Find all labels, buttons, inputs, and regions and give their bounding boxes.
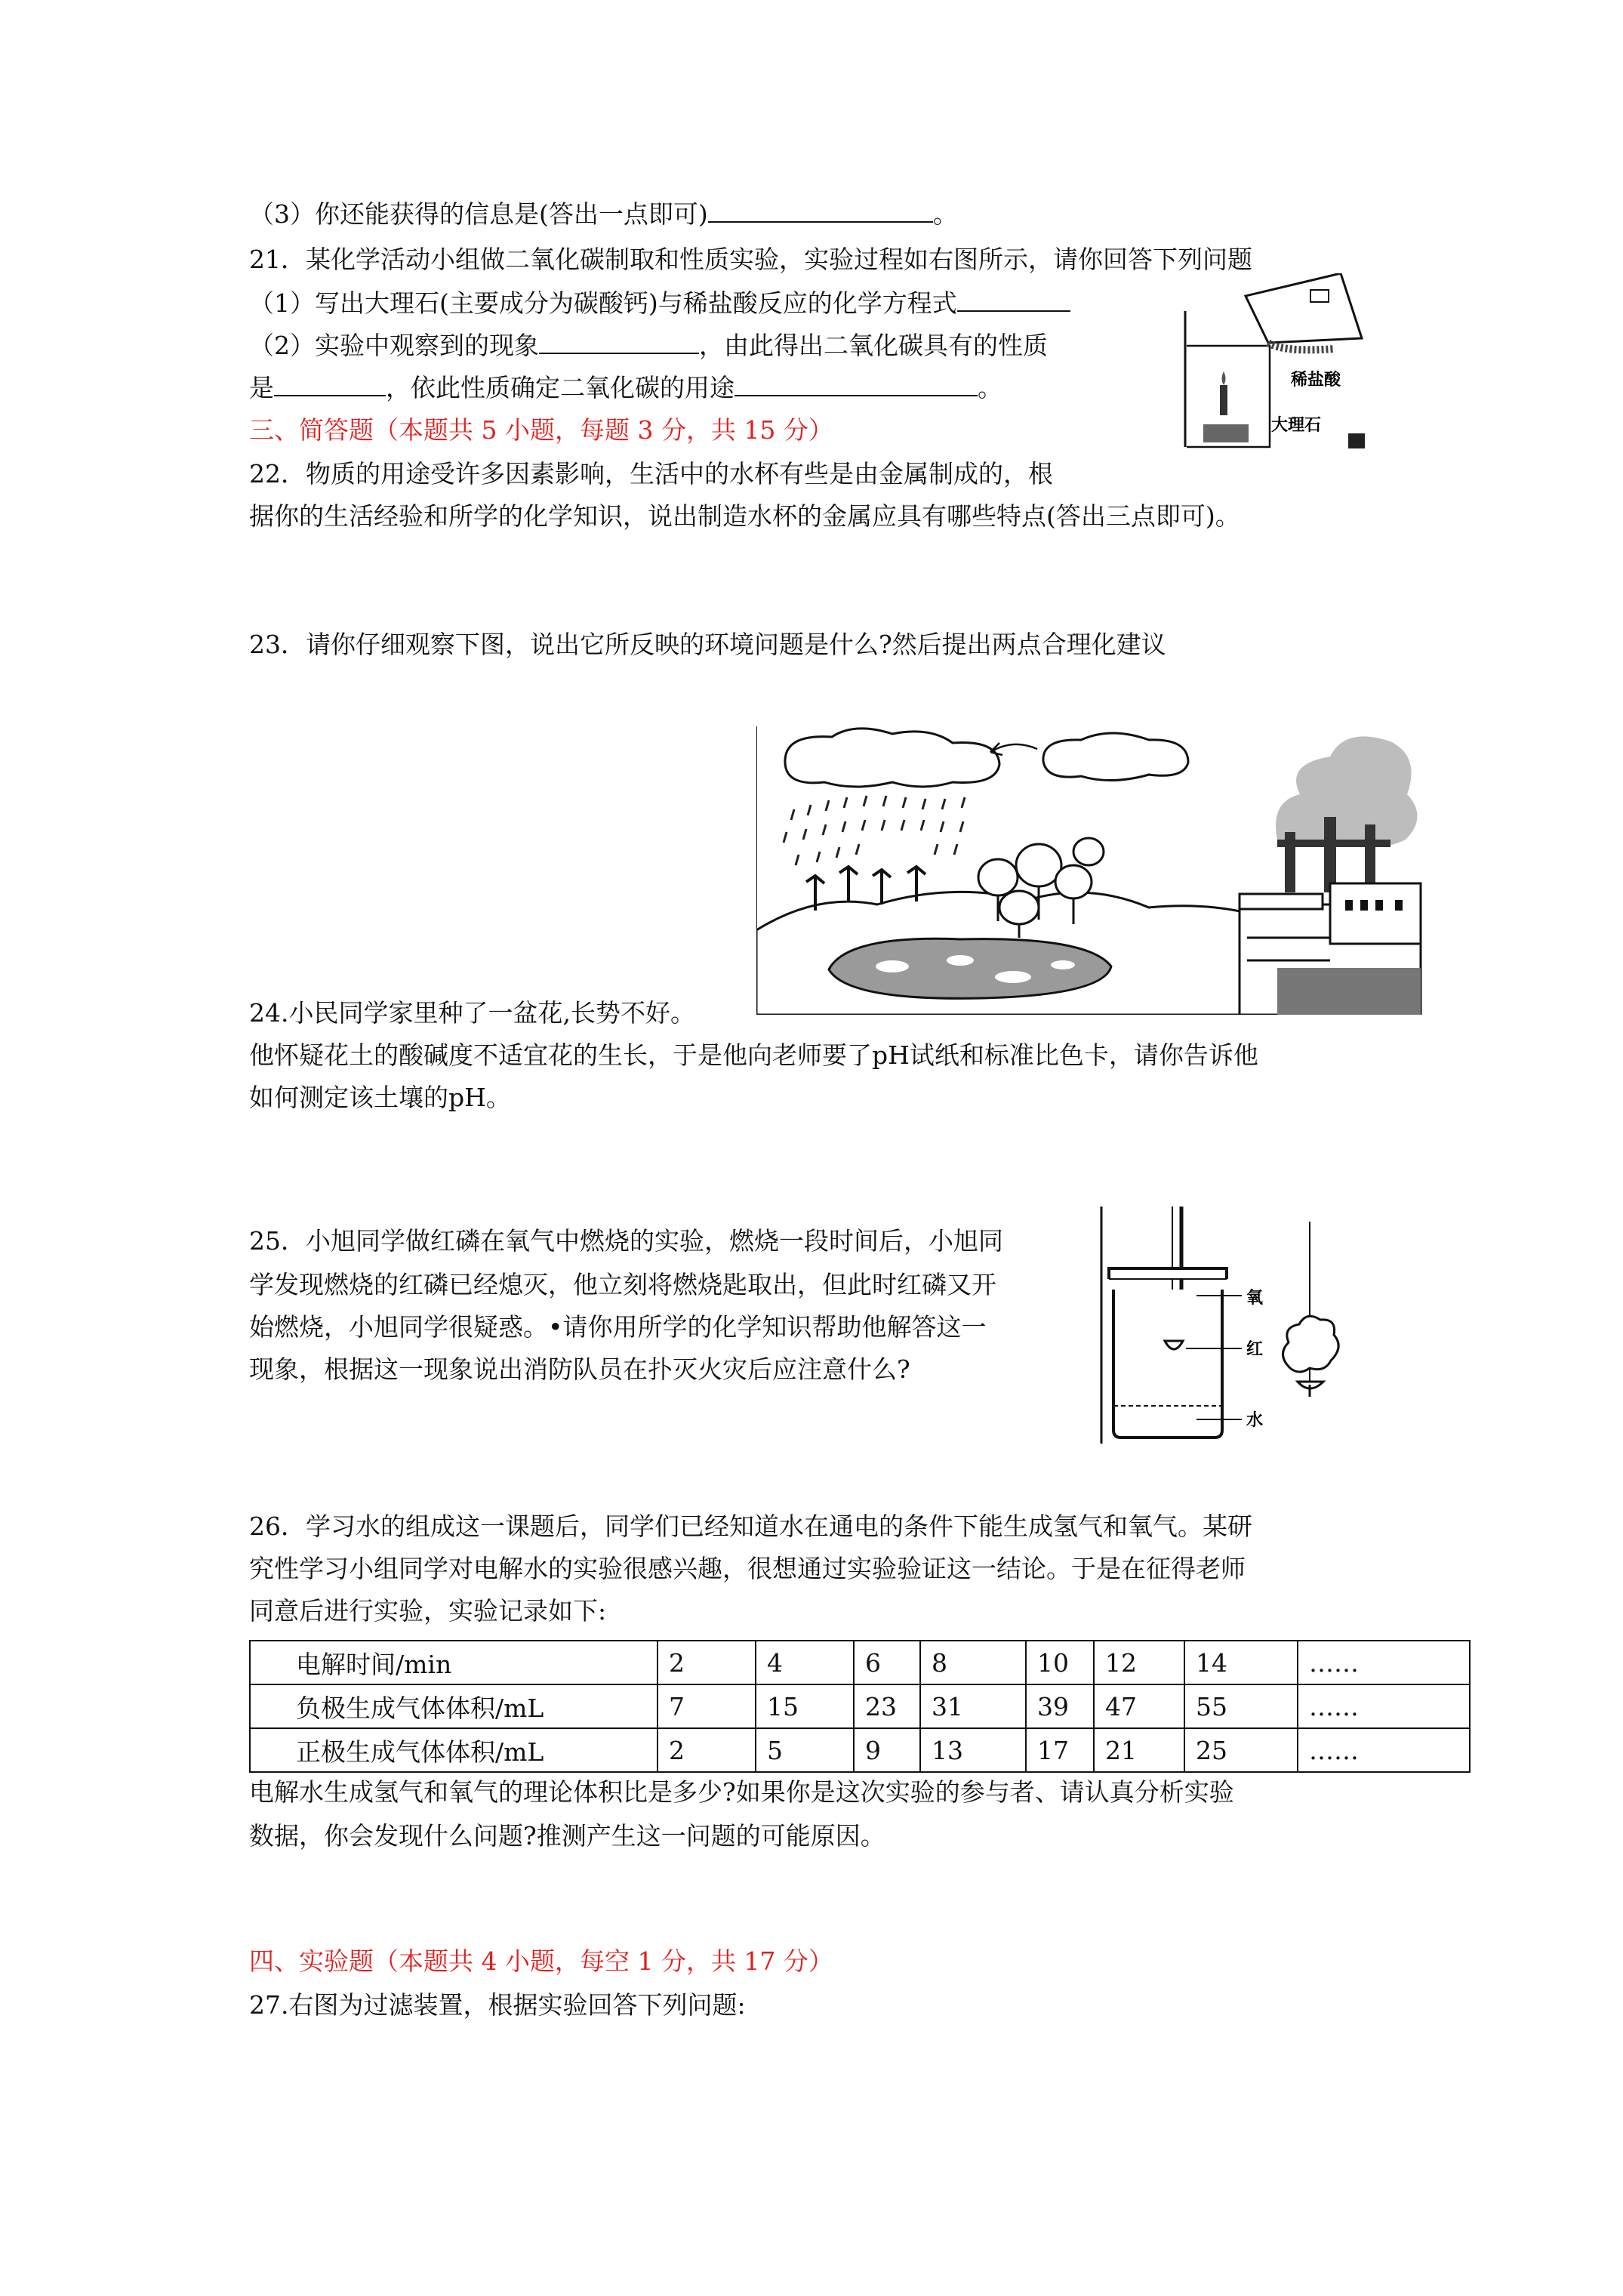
co2-experiment-figure [1178, 273, 1381, 453]
q21-intro: 21．某化学活动小组做二氧化碳制取和性质实验，实验过程如右图所示，请你回答下列问题 [249, 245, 1252, 274]
q21-part1-text: （1）写出大理石(主要成分为碳酸钙)与稀盐酸反应的化学方程式 [249, 288, 957, 318]
table-cell: 31 [920, 1684, 1026, 1728]
table-cell: 25 [1184, 1728, 1298, 1772]
q25-line4: 现象，根据这一现象说出消防队员在扑灭火灾后应注意什么? [249, 1354, 910, 1384]
label-marble: 大理石 [1271, 416, 1322, 435]
answer-blank[interactable] [708, 199, 933, 223]
q25-line1: 25．小旭同学做红磷在氧气中燃烧的实验，燃烧一段时间后，小旭同 [249, 1226, 1003, 1256]
table-cell: 7 [658, 1684, 756, 1728]
table-row-label: 电解时间/min [250, 1641, 658, 1684]
q21-part2-text-b: ，由此得出二氧化碳具有的性质 [699, 331, 1048, 360]
table-row [250, 1684, 1470, 1728]
table-cell: 55 [1184, 1684, 1298, 1728]
q20-part3-text: （3）你还能获得的信息是(答出一点即可) [249, 199, 708, 229]
table-cell: 6 [854, 1641, 920, 1684]
label-water: 水 [1246, 1411, 1264, 1430]
table-cell: 8 [920, 1641, 1026, 1684]
answer-blank[interactable] [957, 288, 1070, 312]
table-cell: 2 [658, 1641, 756, 1684]
table-cell: 9 [854, 1728, 920, 1772]
q22-line2: 据你的生活经验和所学的化学知识，说出制造水杯的金属应具有哪些特点(答出三点即可)。 [249, 501, 1240, 531]
answer-blank[interactable] [539, 330, 699, 354]
table-row-label: 正极生成气体体积/mL [250, 1728, 658, 1772]
table-cell: 10 [1026, 1641, 1094, 1684]
table-cell: …… [1298, 1684, 1470, 1728]
table-row-label: 负极生成气体体积/mL [250, 1684, 658, 1728]
table-cell: 47 [1094, 1684, 1184, 1728]
q27-text: 27.右图为过滤装置，根据实验回答下列问题: [249, 1990, 746, 2020]
table-cell: 4 [756, 1641, 854, 1684]
phosphorus-jar-figure [1098, 1207, 1355, 1444]
section4-heading: 四、实验题（本题共 4 小题，每空 1 分，共 17 分） [249, 1946, 833, 1976]
q25-line3: 始燃烧，小旭同学很疑惑。•请你用所学的化学知识帮助他解答这一 [249, 1312, 987, 1342]
q26-after1: 电解水生成氢气和氧气的理论体积比是多少?如果你是这次实验的参与者、请认真分析实验 [249, 1777, 1234, 1807]
section3-heading: 三、简答题（本题共 5 小题，每题 3 分，共 15 分） [249, 415, 833, 445]
table-cell: 23 [854, 1684, 920, 1728]
label-oxygen: 氧 [1246, 1289, 1264, 1308]
q20-part3 [249, 198, 958, 231]
electrolysis-data-table [249, 1640, 1471, 1773]
table-cell: 15 [756, 1684, 854, 1728]
q21-part3-text-a: 是 [249, 373, 274, 402]
table-cell: 12 [1094, 1641, 1184, 1684]
answer-blank[interactable] [274, 372, 386, 396]
q22-line1: 22．物质的用途受许多因素影响，生活中的水杯有些是由金属制成的，根 [249, 459, 1053, 488]
q24-line1: 24.小民同学家里种了一盆花,长势不好。 [249, 998, 695, 1028]
table-cell: 14 [1184, 1641, 1298, 1684]
q25-line2: 学发现燃烧的红磷已经熄灭，他立刻将燃烧匙取出，但此时红磷又开 [249, 1270, 996, 1299]
table-row [250, 1728, 1470, 1772]
q21-part2 [249, 329, 1048, 362]
q21-part1 [249, 287, 1070, 320]
table-cell: …… [1298, 1728, 1470, 1772]
answer-blank[interactable] [735, 372, 978, 396]
table-cell: 13 [920, 1728, 1026, 1772]
table-cell: 21 [1094, 1728, 1184, 1772]
q24-line3: 如何测定该土壤的pH。 [249, 1083, 511, 1112]
q23-text: 23．请你仔细观察下图，说出它所反映的环境问题是什么?然后提出两点合理化建议 [249, 630, 1166, 659]
acid-rain-scene-figure [756, 726, 1428, 1015]
table-cell: 5 [756, 1728, 854, 1772]
q21-part3 [249, 371, 1002, 405]
q24-line2: 他怀疑花土的酸碱度不适宜花的生长，于是他向老师要了pH试纸和标准比色卡，请你告诉他 [249, 1040, 1258, 1070]
q21-part3-text-c: 。 [978, 373, 1002, 402]
table-row [250, 1641, 1470, 1684]
q26-line2: 究性学习小组同学对电解水的实验很感兴趣，很想通过实验验证这一结论。于是在征得老师 [249, 1554, 1246, 1583]
table-cell: 2 [658, 1728, 756, 1772]
q20-part3-end: 。 [932, 199, 958, 229]
q21-part3-text-b: ，依此性质确定二氧化碳的用途 [386, 373, 735, 402]
label-red-phosphorus: 红 [1246, 1340, 1264, 1359]
q26-after2: 数据，你会发现什么问题?推测产生这一问题的可能原因。 [249, 1821, 885, 1851]
q26-line3: 同意后进行实验，实验记录如下: [249, 1596, 607, 1626]
table-cell: 39 [1026, 1684, 1094, 1728]
q21-part2-text-a: （2）实验中观察到的现象 [249, 331, 539, 360]
table-cell: 17 [1026, 1728, 1094, 1772]
label-hydrochloric-acid: 稀盐酸 [1291, 371, 1341, 390]
q26-line1: 26．学习水的组成这一课题后，同学们已经知道水在通电的条件下能生成氢气和氧气。某研 [249, 1512, 1252, 1541]
table-cell: …… [1298, 1641, 1470, 1684]
